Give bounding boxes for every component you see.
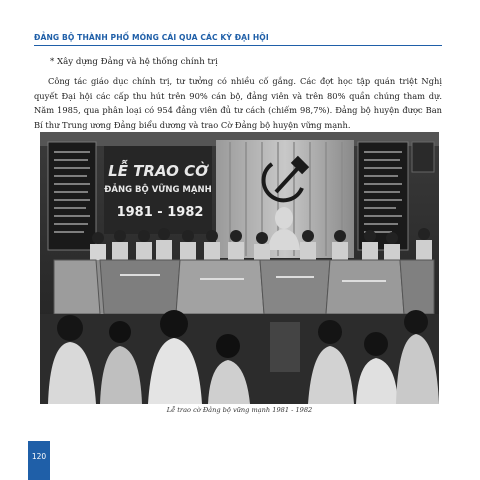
- banner-line-1: LỄ TRAO CỜ: [108, 162, 208, 180]
- page-number: 120: [28, 441, 50, 480]
- ceremony-photo: [40, 132, 439, 404]
- left-slogan-board: [48, 142, 96, 250]
- banner-line-3: 1981 - 1982: [116, 205, 204, 220]
- photo-caption: Lễ trao cờ Đảng bộ vững mạnh 1981 - 1982: [166, 406, 313, 414]
- banner-line-2: ĐẢNG BỘ VỮNG MẠNH: [104, 185, 212, 195]
- header-divider: [34, 45, 442, 46]
- section-heading: * Xây dựng Đảng và hệ thống chính trị: [50, 57, 218, 67]
- draped-flags: [54, 260, 434, 314]
- audience: [40, 310, 439, 404]
- running-header: ĐẢNG BỘ THÀNH PHỐ MÓNG CÁI QUA CÁC KỲ ĐẠI HỘI: [34, 33, 269, 42]
- body-paragraph: Công tác giáo dục chính trị, tư tưởng có nhiều cố gắng. Các đợt học tập quán triệt Nghị quyết Đại hội các cấp thu hút trên 90% cán bộ, đảng viên và trên 80% quần chúng tham dự. Năm 1985, qua phân loại có 954 đảng viên đủ tư cách (chiếm 98,7%). Đảng bộ huyện được Ban Bí thư Trung ương Đảng biểu dương và trao Cờ Đảng bộ huyện vững mạnh.: [34, 76, 442, 130]
